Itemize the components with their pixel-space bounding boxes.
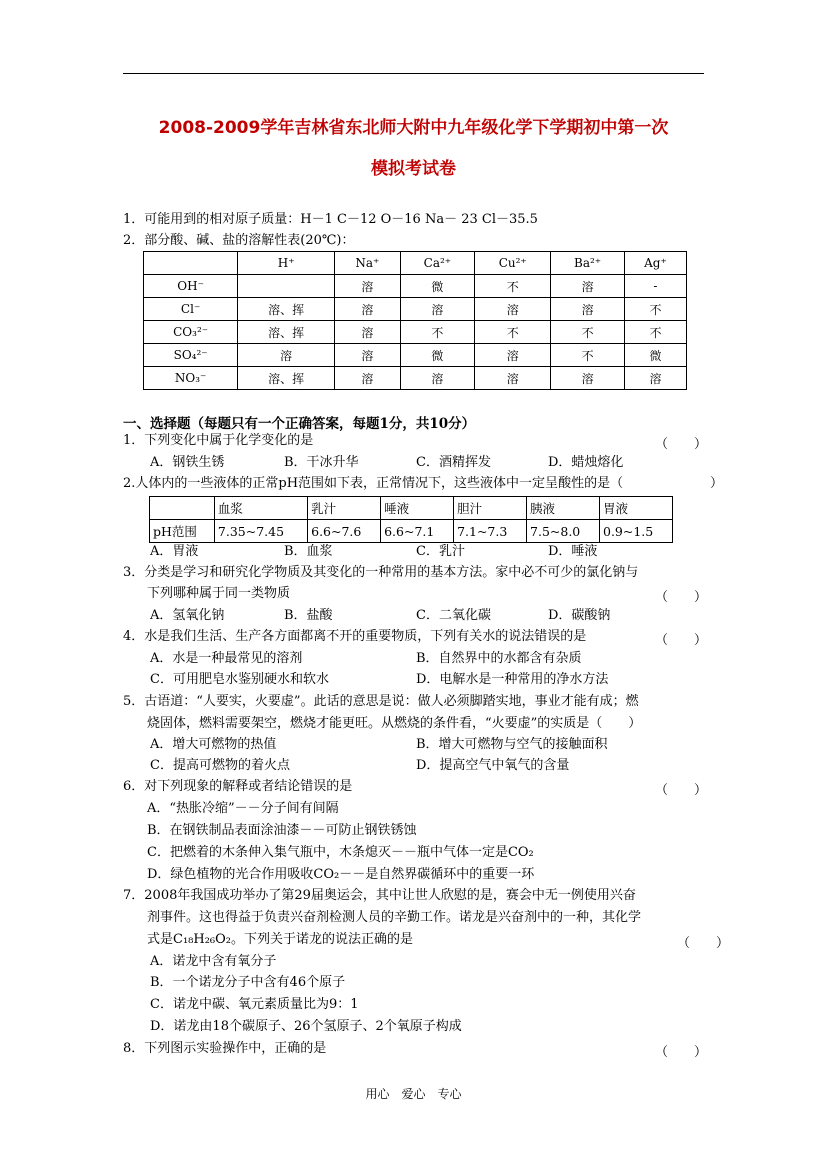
table-cell: 溶 <box>335 367 400 390</box>
table-cell: 不 <box>551 321 625 344</box>
table-cell: 溶 <box>475 298 551 321</box>
answer-blank: （ ） <box>655 633 708 648</box>
option-c: C．酒精挥发 <box>416 455 491 470</box>
option-d: D．绿色植物的光合作用吸收CO₂－－是自然界碳循环中的重要一环 <box>147 867 535 882</box>
table-cell: 溶 <box>400 298 475 321</box>
option-d: D．碳酸钠 <box>548 608 611 623</box>
table-cell: Cl⁻ <box>144 298 238 321</box>
table-cell: 血浆 <box>214 497 307 520</box>
table-row <box>144 298 687 321</box>
option-d: D．唾液 <box>548 544 598 559</box>
table-cell: H⁺ <box>238 252 335 275</box>
question-3-stem-cont: 下列哪种属于同一类物质 <box>147 586 291 601</box>
table-cell <box>144 252 238 275</box>
table-cell: 溶、挥 <box>238 367 335 390</box>
option-c: C．乳汁 <box>416 544 465 559</box>
table-cell <box>238 275 335 298</box>
option-b: B．盐酸 <box>284 608 333 623</box>
option-c: C．二氧化碳 <box>416 608 491 623</box>
option-a: A．增大可燃物的热值 <box>150 737 277 752</box>
table-cell: 不 <box>475 321 551 344</box>
table-cell: pH范围 <box>150 520 215 543</box>
table-cell: Ag⁺ <box>624 252 686 275</box>
page-title-line1: 2008-2009学年吉林省东北师大附中九年级化学下学期初中第一次 <box>158 118 669 138</box>
table-cell: 溶 <box>335 321 400 344</box>
option-a: A．水是一种最常见的溶剂 <box>150 651 303 666</box>
question-4-stem: 4．水是我们生活、生产各方面都离不开的重要物质，下列有关水的说法错误的是 <box>123 629 587 644</box>
table-cell: 乳汁 <box>308 497 381 520</box>
table-cell: Ba²⁺ <box>551 252 625 275</box>
table-cell: Na⁺ <box>335 252 400 275</box>
table-cell: OH⁻ <box>144 275 238 298</box>
table-cell: NO₃⁻ <box>144 367 238 390</box>
option-b: B．干冰升华 <box>284 455 359 470</box>
option-a: A．诺龙中含有氧分子 <box>150 954 277 969</box>
table-cell: 6.6~7.1 <box>381 520 454 543</box>
option-b: B．在钢铁制品表面涂油漆－－可防止钢铁锈蚀 <box>147 823 417 838</box>
answer-blank: （ ） <box>655 1045 708 1060</box>
table-cell: 溶 <box>475 367 551 390</box>
table-cell: 溶 <box>551 367 625 390</box>
table-cell: Cu²⁺ <box>475 252 551 275</box>
question-7-stem-cont: 式是C₁₈H₂₆O₂。下列关于诺龙的说法正确的是 <box>147 932 413 947</box>
option-d: D．蜡烛熔化 <box>548 455 624 470</box>
option-a: A．“热胀冷缩”－－分子间有间隔 <box>147 801 339 816</box>
table-cell: 不 <box>624 298 686 321</box>
option-b: B．增大可燃物与空气的接触面积 <box>416 737 608 752</box>
table-cell: 微 <box>400 344 475 367</box>
table-cell: 溶、挥 <box>238 321 335 344</box>
table-cell: Ca²⁺ <box>400 252 475 275</box>
table-cell: 不 <box>400 321 475 344</box>
question-2-stem: 2.人体内的一些液体的正常pH范围如下表，正常情况下，这些液体中一定呈酸性的是（ <box>123 476 624 491</box>
table-row <box>150 520 673 543</box>
question-5-stem: 5．古语道：“人要实，火要虚”。此话的意思是说：做人必须脚踏实地，事业才能有成；燃 <box>123 694 639 709</box>
table-cell: 微 <box>624 344 686 367</box>
answer-blank: （ ） <box>655 783 708 798</box>
table-cell: 胃液 <box>600 497 673 520</box>
table-cell: 溶 <box>551 298 625 321</box>
table-cell: CO₃²⁻ <box>144 321 238 344</box>
table-row <box>144 275 687 298</box>
table-cell: 溶 <box>551 275 625 298</box>
option-c: C．把燃着的木条伸入集气瓶中，木条熄灭－－瓶中气体一定是CO₂ <box>147 845 534 860</box>
table-row <box>144 321 687 344</box>
solubility-table <box>143 251 687 390</box>
page-title-line2: 模拟考试卷 <box>371 159 456 179</box>
table-cell: 胰液 <box>527 497 600 520</box>
table-row <box>150 497 673 520</box>
question-5-stem-cont: 烧固体，燃料需要架空，燃烧才能更旺。从燃烧的条件看，“火要虚”的实质是（ ） <box>147 716 642 731</box>
table-row <box>144 252 687 275</box>
table-cell: SO₄²⁻ <box>144 344 238 367</box>
table-cell: 7.35~7.45 <box>214 520 307 543</box>
option-b: B．自然界中的水都含有杂质 <box>416 651 582 666</box>
question-7-stem-cont: 剂事件。这也得益于负责兴奋剂检测人员的辛勤工作。诺龙是兴奋剂中的一种，其化学 <box>147 910 642 925</box>
question-3-stem: 3．分类是学习和研究化学物质及其变化的一种常用的基本方法。家中必不可少的氯化钠与 <box>123 565 639 580</box>
option-c: C．诺龙中碳、氧元素质量比为9：1 <box>150 997 359 1012</box>
option-c: C．可用肥皂水鉴别硬水和软水 <box>150 672 329 687</box>
option-c: C．提高可燃物的着火点 <box>150 758 290 773</box>
section-heading: 一、选择题（每题只有一个正确答案，每题1分，共10分） <box>123 416 476 432</box>
table-cell: 胆汁 <box>454 497 527 520</box>
note-atomic-mass: 1．可能用到的相对原子质量：H－1 C－12 O－16 Na－ 23 Cl－35.5 <box>123 212 538 227</box>
answer-blank: （ ） <box>655 590 708 605</box>
table-row <box>144 367 687 390</box>
table-cell: 7.1~7.3 <box>454 520 527 543</box>
question-6-stem: 6．对下列现象的解释或者结论错误的是 <box>123 779 353 794</box>
note-solubility: 2．部分酸、碱、盐的溶解性表(20℃)： <box>123 233 355 248</box>
table-cell <box>150 497 215 520</box>
question-8-stem: 8．下列图示实验操作中，正确的是 <box>123 1041 327 1056</box>
table-cell: 6.6~7.6 <box>308 520 381 543</box>
table-cell: 溶 <box>335 298 400 321</box>
table-cell: 溶 <box>400 367 475 390</box>
option-d: D．诺龙由18个碳原子、26个氢原子、2个氧原子构成 <box>150 1019 462 1034</box>
page-footer: 用心 爱心 专心 <box>365 1087 462 1101</box>
table-cell: 不 <box>475 275 551 298</box>
table-cell: 7.5~8.0 <box>527 520 600 543</box>
table-cell: 唾液 <box>381 497 454 520</box>
option-a: A．钢铁生锈 <box>150 455 225 470</box>
option-d: D．提高空气中氧气的含量 <box>416 758 570 773</box>
question-1-stem: 1．下列变化中属于化学变化的是 <box>123 433 314 448</box>
table-cell: 不 <box>624 321 686 344</box>
table-cell: 溶 <box>335 275 400 298</box>
table-cell: 溶 <box>475 344 551 367</box>
table-cell: 溶、挥 <box>238 298 335 321</box>
answer-blank-close: ） <box>710 476 724 491</box>
question-7-stem: 7．2008年我国成功举办了第29届奥运会，其中让世人欣慰的是，赛会中无一例使用兴奋 <box>123 888 636 903</box>
table-row <box>144 344 687 367</box>
option-d: D．电解水是一种常用的净水方法 <box>416 672 609 687</box>
header-rule <box>123 73 704 74</box>
option-a: A．氢氧化钠 <box>150 608 225 623</box>
table-cell: 溶 <box>624 367 686 390</box>
option-a: A．胃液 <box>150 544 199 559</box>
option-b: B．一个诺龙分子中含有46个原子 <box>150 975 346 990</box>
answer-blank: （ ） <box>677 936 730 951</box>
ph-table <box>149 496 673 543</box>
option-b: B．血浆 <box>284 544 333 559</box>
table-cell: - <box>624 275 686 298</box>
table-cell: 溶 <box>335 344 400 367</box>
table-cell: 微 <box>400 275 475 298</box>
answer-blank: （ ） <box>655 437 708 452</box>
table-cell: 溶 <box>238 344 335 367</box>
table-cell: 不 <box>551 344 625 367</box>
table-cell: 0.9~1.5 <box>600 520 673 543</box>
